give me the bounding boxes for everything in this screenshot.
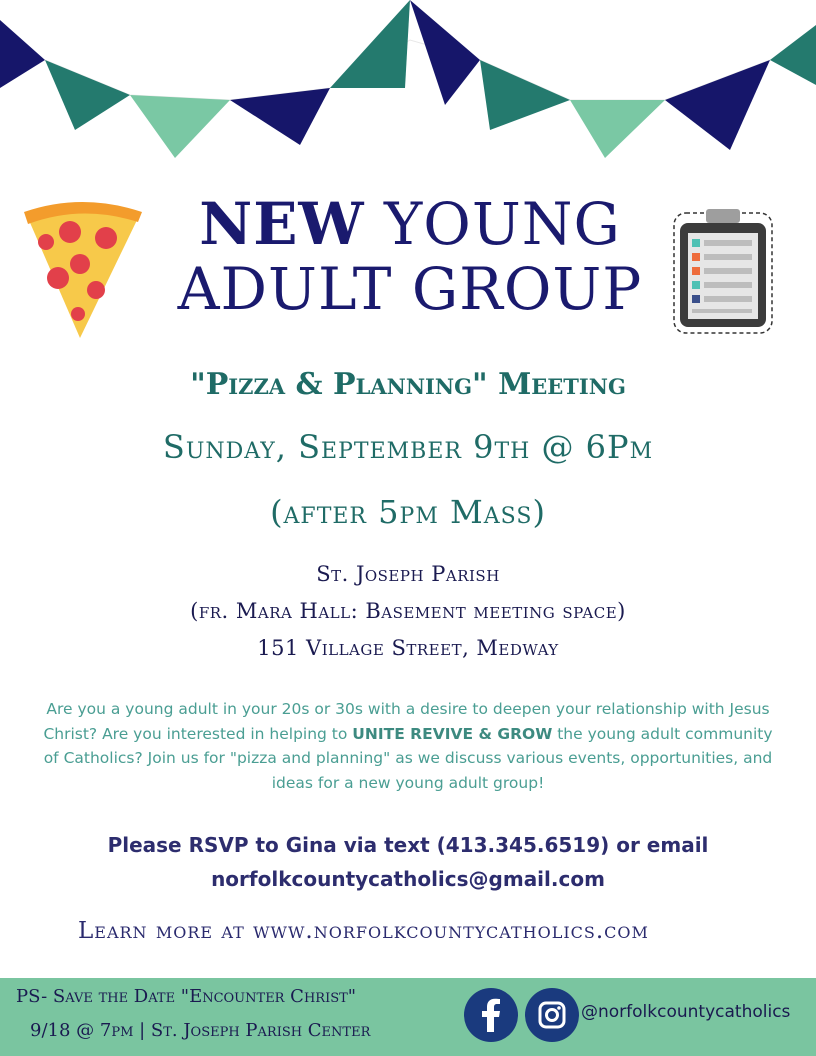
bunting-banner: [0, 0, 816, 170]
rsvp-email[interactable]: norfolkcountycatholics@gmail.com: [211, 867, 605, 891]
footer-save-date: PS- Save the Date "Encounter Christ": [16, 986, 357, 1007]
social-handle[interactable]: @norfolkcountycatholics: [581, 1002, 791, 1022]
description-highlight: UNITE REVIVE & GROW: [352, 724, 553, 743]
location-address: 151 Village Street, Medway: [257, 636, 559, 660]
pizza-icon: [20, 198, 144, 344]
meeting-date: Sunday, September 9th @ 6Pm: [162, 428, 654, 466]
footer-event-details: 9/18 @ 7pm | St. Joseph Parish Center: [30, 1020, 371, 1041]
location-room: (fr. Mara Hall: Basement meeting space): [190, 599, 626, 623]
description-part2: the young adult community of Catholics? Join us for "pizza and planning" as we discuss various events, opportunities, and ideas for a new young adult group!: [43, 724, 773, 792]
facebook-icon[interactable]: [464, 988, 518, 1042]
rsvp-line: Please RSVP to Gina via text (413.345.6519) or email: [107, 833, 709, 857]
rsvp-block: [0, 828, 816, 896]
meeting-title: "Pizza & Planning" Meeting: [190, 367, 626, 402]
footer: [0, 978, 816, 1056]
title-young: YOUNG: [364, 190, 621, 258]
learn-more-link[interactable]: Learn more at www.norfolkcountycatholics.com: [78, 918, 649, 944]
location-parish: St. Joseph Parish: [316, 562, 500, 586]
description-part1: Are you a young adult in your 20s or 30s with a desire to deepen your relationship with Jesus Christ? Are you interested in helping to: [43, 700, 770, 743]
instagram-icon[interactable]: [525, 988, 579, 1042]
clipboard-icon: [672, 205, 774, 335]
title-new: NEW: [199, 190, 365, 258]
description: [40, 697, 776, 795]
page-title: [150, 192, 670, 322]
meeting-after-mass: (after 5pm Mass): [270, 493, 546, 531]
title-line2: ADULT GROUP: [177, 255, 643, 323]
